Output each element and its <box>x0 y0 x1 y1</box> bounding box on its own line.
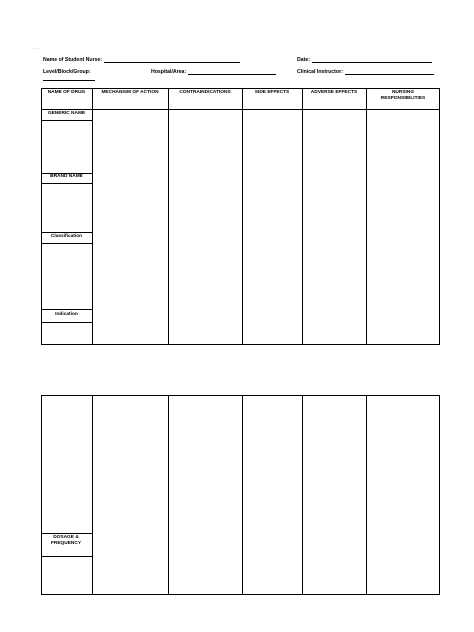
table2-col-divider <box>302 395 303 595</box>
drug-table-1 <box>41 88 440 345</box>
table1-col-divider <box>242 88 243 345</box>
instructor-blank[interactable] <box>345 69 434 75</box>
row-label: Indication <box>55 312 78 317</box>
date-blank[interactable] <box>312 57 432 63</box>
table1-col-divider <box>92 88 93 345</box>
level-field <box>43 69 91 75</box>
date-label: Date: <box>297 57 310 63</box>
drug-table-2 <box>41 395 440 595</box>
row-divider <box>41 556 92 557</box>
table1-col-divider <box>302 88 303 345</box>
table2-col-divider <box>242 395 243 595</box>
column-header: ADVERSE EFFECTS <box>310 90 358 95</box>
row-label: GENERIC NAME <box>47 111 86 116</box>
row-divider <box>41 232 92 233</box>
table1-col-divider <box>168 88 169 345</box>
level-blank[interactable] <box>43 80 95 81</box>
student-nurse-field <box>43 57 240 63</box>
hospital-blank[interactable] <box>188 69 276 75</box>
row-label: BRAND NAME <box>50 174 83 179</box>
column-header: NAME OF DRUG <box>47 90 86 95</box>
level-label: Level/Block/Group: <box>43 69 91 75</box>
row-divider <box>41 120 92 121</box>
row-label: Classification <box>50 234 83 239</box>
row-divider <box>41 322 92 323</box>
hospital-field <box>151 69 276 75</box>
column-header: NURSING RESPONSIBILITIES <box>380 90 426 101</box>
student-nurse-blank[interactable] <box>104 57 240 63</box>
student-nurse-label: Name of Student Nurse: <box>43 57 103 63</box>
column-header: SIDE EFFECTS <box>254 90 290 95</box>
date-field <box>297 57 432 63</box>
column-header: MECHANISM OF ACTION <box>101 90 159 95</box>
row-label: DOSAGE & FREQUENCY <box>50 535 82 546</box>
instructor-label: Clinical Instructor: <box>297 69 343 75</box>
table1-header-divider <box>41 109 440 110</box>
table2-col-divider <box>92 395 93 595</box>
column-header: CONTRAINDICATIONS <box>179 90 231 95</box>
hospital-label: Hospital/Area: <box>151 69 187 75</box>
row-divider <box>41 533 92 534</box>
table2-col-divider <box>168 395 169 595</box>
row-divider <box>41 309 92 310</box>
table2-col-divider <box>366 395 367 595</box>
instructor-field <box>297 69 434 75</box>
corner-mark: — — <box>33 46 40 50</box>
table1-col-divider <box>366 88 367 345</box>
row-divider <box>41 183 92 184</box>
row-divider <box>41 243 92 244</box>
